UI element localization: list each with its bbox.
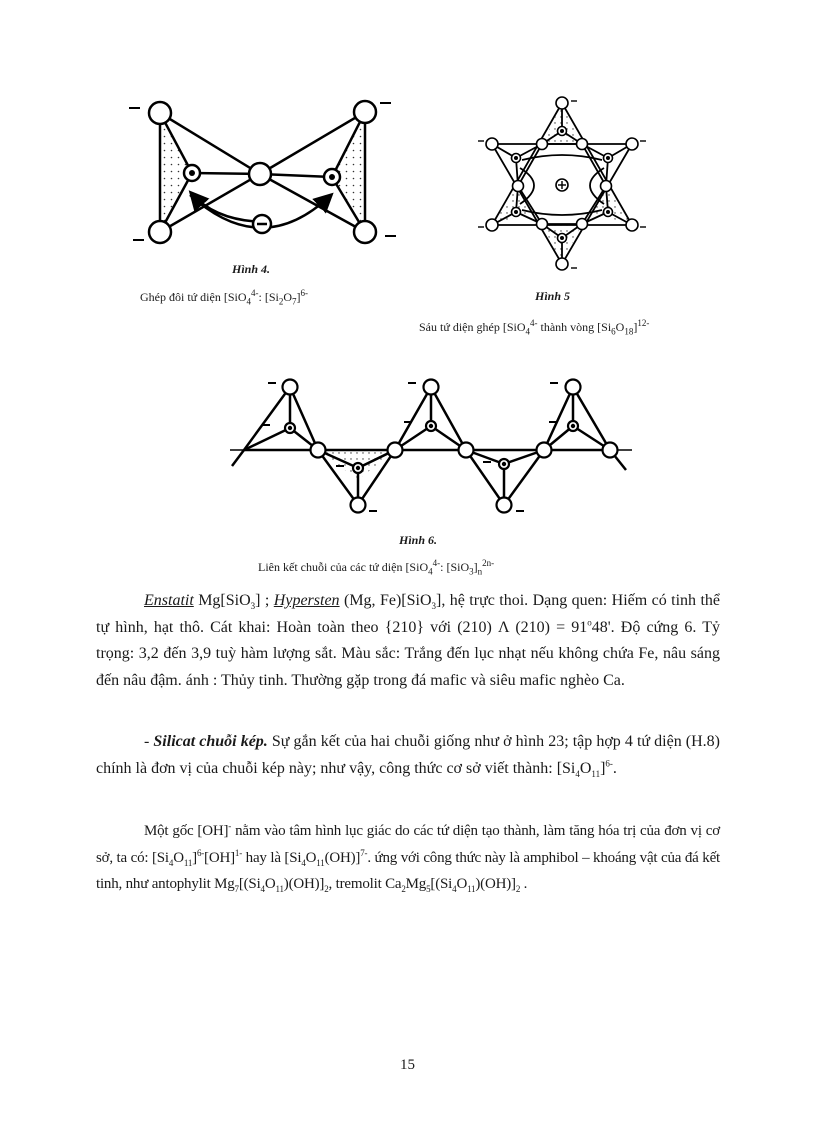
term-hypersten: Hypersten	[273, 592, 340, 609]
fig4-caption: Ghép đôi tứ diện [SiO$_4^{4-}$: $[Si_2O_7]^{6-}$	[140, 288, 309, 307]
term-enstatit: Enstatit	[144, 592, 194, 609]
paragraph-enstatit: Enstatit Mg[SiO$_3$] ; Hypersten (Mg, Fe)[SiO$_3$], hệ trực thoi. Dạng quen: Hiếm có tinh thể tự hình, hạt thô. Cát khai: Hoàn toàn theo {210} với (210) Λ $(210) = 91^o48'$. Độ cứng 6. Tỷ trọng: 3,2 đến 3,9 tuỳ hàm lượng sắt. Màu sắc: Trắng đến lục nhạt nếu không chứa Fe, nâu sáng đến nâu đậm. ánh : Thủy tinh. Thường gặp trong đá mafic và siêu mafic nghèo Ca.	[96, 592, 721, 689]
heading-silicat-chuoi-kep: Silicat chuỗi kép.	[153, 733, 268, 750]
figure-6-diagram	[0, 0, 816, 520]
fig5-caption: Sáu tứ diện ghép [SiO$_4^{4-}$ thành vòng $[Si_6O_{18}]^{12-}$	[419, 318, 650, 337]
paragraph-silicat-chuoi-kep: - Silicat chuỗi kép. Sự gắn kết của hai chuỗi giống như ở hình 23; tập hợp 4 tứ diện (H.8) chính là đơn vị của chuỗi kép này; như vậy, công thức cơ sở viết thành: $[Si_4O_{11}]^{6-}$.	[96, 733, 720, 779]
paragraph-amphibol: Một gốc [OH]- nằm vào tâm hình lục giác do các tứ diện tạo thành, làm tăng hóa trị của đơn vị cơ sở, ta có: $[Si_4O_{11}]^{6-}[OH]^{1-}$ hay là $[Si_4O_{11}(OH)]^{7-}$. ứng với công thức này là amphibol – khoáng vật của đá kết tinh, như antophylit $Mg_7[(Si_4O_{11})(OH)]_2$, tremolit $Ca_2Mg_5[(Si_4O_{11})(OH)]_2$ .	[96, 821, 721, 894]
fig6-title: Hình 6.	[399, 533, 438, 547]
fig6-caption: Liên kết chuỗi của các tứ diện [SiO$_4^{4-}$: $[SiO_3]_n^{2n-}$	[258, 558, 495, 577]
fig4-title: Hình 4.	[232, 262, 271, 276]
fig5-title: Hình 5	[535, 289, 571, 303]
page-number: 15	[400, 1057, 415, 1073]
